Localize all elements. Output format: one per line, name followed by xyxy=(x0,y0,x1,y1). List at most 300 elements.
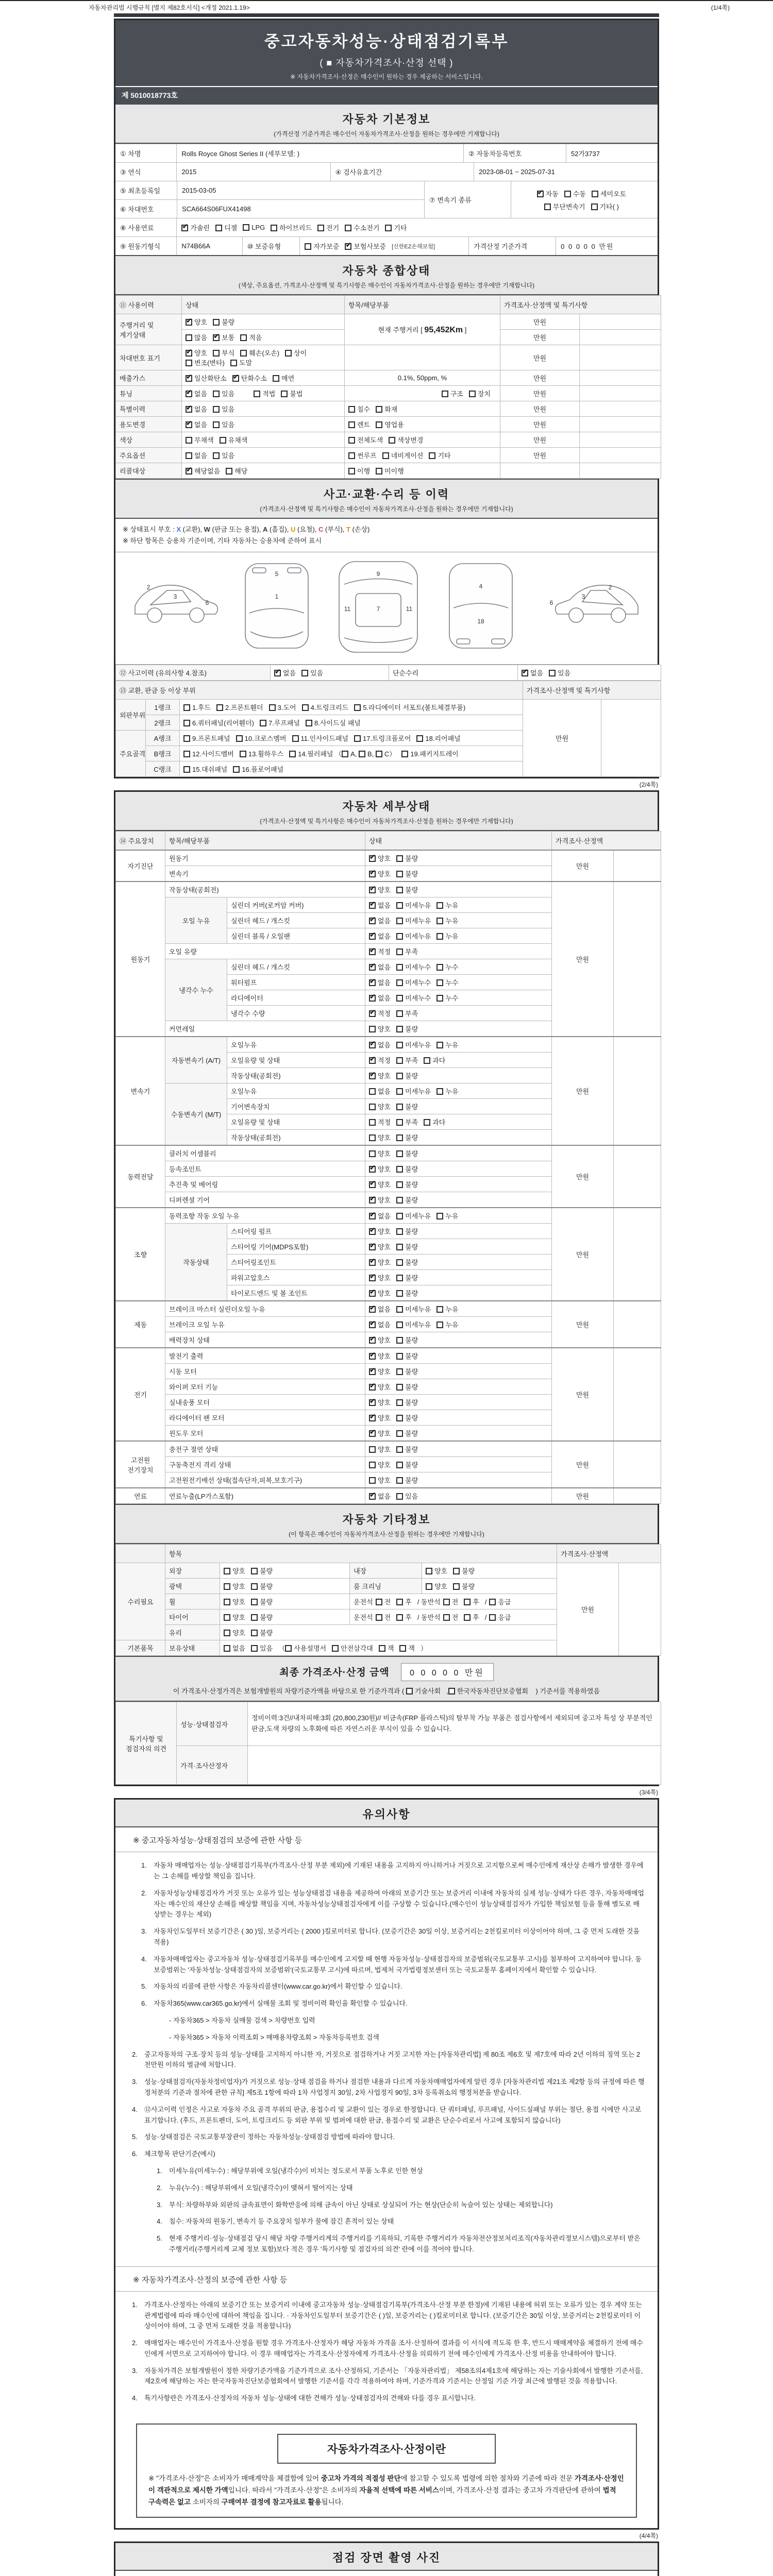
option-6.쿼터패널(리어휀더): 6.쿼터패널(리어휀더) xyxy=(183,719,254,727)
checkbox-매연[interactable] xyxy=(273,375,279,382)
checkbox-탄화수소[interactable] xyxy=(232,375,239,382)
checkbox-렌트[interactable] xyxy=(348,421,355,428)
item-label: 스티어링 기어(MDPS포함) xyxy=(227,1239,365,1255)
checkbox-없음[interactable] xyxy=(369,933,376,940)
item-label: 실린더 헤드 / 개스킷 xyxy=(227,913,365,928)
option-양호: ✔ 양호 xyxy=(369,870,391,878)
checkbox-과다[interactable] xyxy=(424,1119,430,1126)
checkbox-미세누유[interactable] xyxy=(396,1213,403,1219)
checkbox-불법[interactable] xyxy=(281,391,288,397)
accident-history-row: ⑫ 사고이력 (유의사항 4.참조) ✔ 없음 있음 단순수리 ✔ 없음 있음 xyxy=(116,665,661,681)
checkbox-전[interactable] xyxy=(376,1599,382,1605)
checkbox-16.플로어패널[interactable] xyxy=(233,766,240,773)
report-header xyxy=(115,20,658,86)
checkbox-불량[interactable] xyxy=(396,1134,403,1141)
checkbox-미세누수[interactable] xyxy=(396,995,403,1002)
checkbox-19.패키지트레이[interactable] xyxy=(401,751,408,757)
checkbox-불량[interactable] xyxy=(213,319,220,326)
item-state xyxy=(365,1270,552,1285)
checkbox-양호[interactable] xyxy=(369,1150,376,1157)
checkbox-누유[interactable] xyxy=(436,1306,443,1313)
option-전: 전 xyxy=(443,1598,459,1606)
item-label: 라디에이터 xyxy=(227,990,365,1006)
checkbox-전[interactable] xyxy=(376,1614,382,1621)
checkbox-누수[interactable] xyxy=(436,979,443,986)
checkbox-없음[interactable] xyxy=(186,452,192,459)
option-불량: 불량 xyxy=(396,1368,418,1376)
checkbox-양호[interactable] xyxy=(369,1337,376,1344)
diagram-number: 2 xyxy=(146,584,150,591)
detail-row: 고전원 전기장치 충전구 절연 상태 양호 불량 만원 xyxy=(116,1441,661,1457)
checkbox-미세누유[interactable] xyxy=(396,1306,403,1313)
checkbox-양호[interactable] xyxy=(369,1181,376,1188)
checkbox-없음[interactable] xyxy=(369,1493,376,1500)
checkbox-불량[interactable] xyxy=(396,1399,403,1406)
checkbox-전[interactable] xyxy=(443,1614,450,1621)
checkbox-보험사보증[interactable] xyxy=(345,243,351,250)
checkbox-불량[interactable] xyxy=(251,1630,258,1636)
checkbox-장치[interactable] xyxy=(469,391,476,397)
checkbox-14.필러패널[interactable] xyxy=(289,751,296,757)
checkbox-2.프론트휀더[interactable] xyxy=(216,704,223,711)
checkbox-없음[interactable] xyxy=(274,670,281,676)
item-state xyxy=(365,1301,552,1317)
option-적정: ✔ 적정 xyxy=(369,948,391,956)
checkbox-미세누유[interactable] xyxy=(396,1088,403,1095)
checkbox-후[interactable] xyxy=(464,1614,470,1621)
checkbox-누유[interactable] xyxy=(436,902,443,909)
checkbox-양호[interactable] xyxy=(224,1614,230,1621)
checkbox-후[interactable] xyxy=(396,1599,403,1605)
checkbox-양호[interactable] xyxy=(369,1026,376,1032)
base-price-value[interactable]: 0 0 0 0 0 만원 xyxy=(561,243,614,250)
checkbox-불량[interactable] xyxy=(396,855,403,862)
diagram-number: 6 xyxy=(549,599,553,607)
option-없음: ✔ 없음 xyxy=(369,1493,391,1500)
checkbox-미세누유[interactable] xyxy=(396,933,403,940)
checkbox-누유[interactable] xyxy=(436,1042,443,1048)
option-불량: 불량 xyxy=(396,1290,418,1297)
checkbox-침수[interactable] xyxy=(348,406,355,413)
option-탄화수소: ✔ 탄화수소 xyxy=(232,375,267,382)
checkbox-없음[interactable] xyxy=(224,1645,230,1652)
checkbox-양호[interactable] xyxy=(186,319,192,326)
checkbox-세미오토[interactable] xyxy=(592,191,598,197)
checkbox-없음[interactable] xyxy=(369,995,376,1002)
checkbox-상이[interactable] xyxy=(285,350,292,357)
checkbox-보통[interactable] xyxy=(213,334,220,341)
checkbox-적정[interactable] xyxy=(369,1010,376,1017)
checkbox-기타[interactable] xyxy=(385,225,392,231)
checkbox-누수[interactable] xyxy=(436,995,443,1002)
option-없음: 없음 xyxy=(369,1088,391,1095)
checkbox-응급[interactable] xyxy=(489,1599,496,1605)
checkbox-누유[interactable] xyxy=(436,1088,443,1095)
option-부식: 부식 xyxy=(213,349,234,357)
checkbox-있음[interactable] xyxy=(396,1493,403,1500)
checkbox-불량[interactable] xyxy=(251,1568,258,1574)
checkbox-불량[interactable] xyxy=(396,1430,403,1437)
checkbox-없음[interactable] xyxy=(369,1042,376,1048)
checkbox-사용설명서[interactable] xyxy=(285,1645,292,1652)
checkbox-기술사회[interactable] xyxy=(406,1688,413,1694)
checkbox-미세누유[interactable] xyxy=(396,902,403,909)
checkbox-디젤[interactable] xyxy=(215,225,222,231)
car-diagram-svg xyxy=(119,557,654,658)
checkbox-불량[interactable] xyxy=(251,1614,258,1621)
checkbox-양호[interactable] xyxy=(369,1384,376,1391)
checkbox-불량[interactable] xyxy=(453,1583,460,1590)
checkbox-양호[interactable] xyxy=(369,1228,376,1235)
checkbox-양호[interactable] xyxy=(369,1368,376,1375)
checkbox-불량[interactable] xyxy=(396,1026,403,1032)
option-수소전기: 수소전기 xyxy=(345,223,379,232)
checkbox-영업용[interactable] xyxy=(376,421,382,428)
checkbox-양호[interactable] xyxy=(224,1568,230,1574)
detail-row: 제동 브레이크 마스터 실린더오일 누유 ✔ 없음 미세누유 누유 만원 xyxy=(116,1301,661,1317)
checkbox-불량[interactable] xyxy=(396,1073,403,1079)
checkbox-네비게이션[interactable] xyxy=(382,452,389,459)
checkbox-불량[interactable] xyxy=(396,1384,403,1391)
device-group-label: 제동 xyxy=(116,1301,165,1348)
checkbox-양호[interactable] xyxy=(369,1259,376,1266)
overall-row: 튜닝 ✔ 없음 있음 적법 불법 구조 장치 만원 xyxy=(116,386,661,401)
checkbox-불량[interactable] xyxy=(396,1368,403,1375)
checkbox-없음[interactable] xyxy=(369,1321,376,1328)
checkbox-불량[interactable] xyxy=(396,1166,403,1173)
checkbox-양호[interactable] xyxy=(369,855,376,862)
checkbox-양호[interactable] xyxy=(369,1446,376,1453)
checkbox-양호[interactable] xyxy=(369,887,376,893)
checkbox-불량[interactable] xyxy=(396,1150,403,1157)
checkbox-훼손(오손)[interactable] xyxy=(240,350,247,357)
checkbox-불량[interactable] xyxy=(396,1244,403,1250)
item-state xyxy=(365,1317,552,1332)
diagram-number: 2 xyxy=(608,584,612,591)
checkbox-없음[interactable] xyxy=(369,902,376,909)
checkbox-불량[interactable] xyxy=(251,1599,258,1605)
checkbox-누유[interactable] xyxy=(436,933,443,940)
checkbox-적정[interactable] xyxy=(369,948,376,955)
item-state xyxy=(365,1037,552,1053)
item-state xyxy=(365,1285,552,1301)
checkbox-전체도색[interactable] xyxy=(348,437,355,444)
item-state xyxy=(365,1161,552,1177)
checkbox-누유[interactable] xyxy=(436,918,443,924)
checkbox-부족[interactable] xyxy=(396,1057,403,1064)
checkbox-10.크로스멤버[interactable] xyxy=(236,735,243,742)
checkbox-불량[interactable] xyxy=(396,1181,403,1188)
checkbox-유채색[interactable] xyxy=(220,437,226,444)
checkbox-불량[interactable] xyxy=(396,1337,403,1344)
checkbox-미세누유[interactable] xyxy=(396,918,403,924)
checkbox-양호[interactable] xyxy=(369,1430,376,1437)
checkbox-무채색[interactable] xyxy=(186,437,192,444)
checkbox-없음[interactable] xyxy=(186,421,192,428)
checkbox-부식[interactable] xyxy=(213,350,220,357)
checkbox-양호[interactable] xyxy=(369,1134,376,1141)
checkbox-불량[interactable] xyxy=(396,1259,403,1266)
checkbox-누유[interactable] xyxy=(436,1213,443,1219)
device-group-label: 자기진단 xyxy=(116,850,165,882)
option-미세누유: 미세누유 xyxy=(396,1306,431,1313)
option-썬루프: 썬루프 xyxy=(348,452,377,460)
checkbox-양호[interactable] xyxy=(369,1415,376,1421)
damage-code-C: C xyxy=(318,526,324,533)
checkbox-있음[interactable] xyxy=(301,670,308,676)
checkbox-없음[interactable] xyxy=(522,670,528,676)
checkbox-불량[interactable] xyxy=(396,1462,403,1468)
checkbox-있음[interactable] xyxy=(213,452,220,459)
checkbox-15.대쉬패널[interactable] xyxy=(183,766,190,773)
option-미세누수: 미세누수 xyxy=(396,979,431,987)
checkbox-불량[interactable] xyxy=(396,887,403,893)
option-없음: 없음 xyxy=(186,452,207,460)
item-state xyxy=(365,1364,552,1379)
checkbox-기타[interactable] xyxy=(429,452,435,459)
checkbox-불량[interactable] xyxy=(396,1228,403,1235)
item-state xyxy=(365,1021,552,1037)
checkbox-양호[interactable] xyxy=(369,1073,376,1079)
checkbox-과다[interactable] xyxy=(424,1057,430,1064)
checkbox-해당[interactable] xyxy=(226,468,232,474)
checkbox-많음[interactable] xyxy=(186,334,192,341)
checkbox-1.후드[interactable] xyxy=(183,704,190,711)
checkbox-적법[interactable] xyxy=(254,391,260,397)
checkbox-수소전기[interactable] xyxy=(345,225,351,231)
option-누유: 누유 xyxy=(436,902,458,909)
diagram-number: 6 xyxy=(205,599,209,607)
checkbox-적정[interactable] xyxy=(369,1057,376,1064)
checkbox-안전삼각대[interactable] xyxy=(332,1645,339,1652)
checkbox-없음[interactable] xyxy=(369,1213,376,1219)
checkbox-후[interactable] xyxy=(396,1614,403,1621)
checkbox-없음[interactable] xyxy=(186,391,192,397)
field-label: ② 자동차등록번호 xyxy=(464,144,566,162)
checkbox-양호[interactable] xyxy=(224,1583,230,1590)
option-양호: 양호 xyxy=(224,1598,245,1606)
checkbox-화재[interactable] xyxy=(376,406,382,413)
checkbox-있음[interactable] xyxy=(213,421,220,428)
damage-code-U: U xyxy=(290,526,296,533)
diagram-number: 3 xyxy=(581,593,585,601)
checkbox-양호[interactable] xyxy=(369,1104,376,1110)
page-marker-4: (4/4쪽) xyxy=(639,2532,658,2539)
checkbox-양호[interactable] xyxy=(369,1244,376,1250)
checkbox-잭[interactable] xyxy=(399,1645,406,1652)
checkbox-없음[interactable] xyxy=(369,964,376,971)
checkbox-양호[interactable] xyxy=(369,871,376,877)
checkbox-양호[interactable] xyxy=(426,1583,432,1590)
checkbox-누유[interactable] xyxy=(436,1321,443,1328)
checkbox-미이행[interactable] xyxy=(376,468,382,474)
checkbox-양호[interactable] xyxy=(369,1399,376,1406)
checkbox-부족[interactable] xyxy=(396,948,403,955)
option-침수: 침수 xyxy=(348,405,370,413)
checkbox-불량[interactable] xyxy=(396,1290,403,1297)
checkbox-하이브리드[interactable] xyxy=(271,225,277,231)
basic-row-1 xyxy=(115,144,658,162)
checkbox-해당없음[interactable] xyxy=(186,468,192,474)
option-디젤: 디젤 xyxy=(215,223,237,232)
option-양호: ✔ 양호 xyxy=(369,1368,391,1376)
inspection-period-value: 2023-08-01 ~ 2025-07-31 xyxy=(479,168,555,176)
checkbox-양호[interactable] xyxy=(224,1599,230,1605)
option-불량: 불량 xyxy=(251,1567,273,1575)
checkbox-미세누수[interactable] xyxy=(396,964,403,971)
option-상이: 상이 xyxy=(285,349,307,357)
checkbox-7.루프패널[interactable] xyxy=(260,720,266,726)
checkbox-양호[interactable] xyxy=(224,1630,230,1636)
checkbox-3.도어[interactable] xyxy=(269,704,276,711)
checkbox-적음[interactable] xyxy=(240,334,247,341)
checkbox-불량[interactable] xyxy=(396,1275,403,1281)
option-양호: 양호 xyxy=(369,1134,391,1142)
checkbox-양호[interactable] xyxy=(369,1353,376,1360)
sub-group-label: 냉각수 누수 xyxy=(165,959,227,1021)
checkbox-불량[interactable] xyxy=(396,1446,403,1453)
item-state xyxy=(365,1441,552,1457)
checkbox-자가보증[interactable] xyxy=(305,243,311,250)
field-label: ⑨ 원동기형식 xyxy=(115,237,177,255)
checkbox-불량[interactable] xyxy=(453,1568,460,1574)
checkbox-미세누유[interactable] xyxy=(396,1321,403,1328)
checkbox-자동[interactable] xyxy=(537,191,544,197)
price-info-box-text: ※ "가격조사·산정"은 소비자가 매매계약을 체결함에 있어 중고차 가격의 적절성 판단에 참고할 수 있도록 법령에 의한 절차와 기준에 따라 전문 가격조사·산정인이 객관적으로 제시한 가액입니다. 따라서 "가격조사·산정"은 소비자의 자율적 선택에 따른 서비스이며, 가격조사·산정 결과는 중고차 가격판단에 관하여 법적 구속력은 없고 소비자의 구매여부 결정에 참고자료로 활용됩니다. xyxy=(148,2475,624,2506)
checkbox-기타( )[interactable] xyxy=(591,204,598,210)
checkbox-불량[interactable] xyxy=(396,1104,403,1110)
checkbox-양호[interactable] xyxy=(186,350,192,357)
checkbox-없음[interactable] xyxy=(369,918,376,924)
checkbox-17.트렁크플로어[interactable] xyxy=(354,735,361,742)
checkbox-양호[interactable] xyxy=(426,1568,432,1574)
document-page xyxy=(43,1,730,2576)
checkbox-썬루프[interactable] xyxy=(348,452,355,459)
warranty-insurer: [신한EZ손해보험] xyxy=(392,243,435,250)
law-reference: 자동차관리법 시행규칙 [별지 제82호서식] <개정 2021.1.19> xyxy=(89,4,250,11)
checkbox-이행[interactable] xyxy=(348,468,355,474)
option-훼손(오손): 훼손(오손) xyxy=(240,349,279,357)
checkbox-있음[interactable] xyxy=(251,1645,258,1652)
checkbox-18.리어패널[interactable] xyxy=(416,735,423,742)
checkbox-4.트렁크리드[interactable] xyxy=(302,704,309,711)
checkbox-불량[interactable] xyxy=(396,1477,403,1484)
overall-subtitle: (색상, 주요옵션, 가격조사·산정액 및 특기사항은 매수인이 자동차가격조사·산정을 원하는 경우에만 기재합니다) xyxy=(238,282,535,289)
checkbox-불량[interactable] xyxy=(251,1583,258,1590)
option-4.트렁크리드: 4.트렁크리드 xyxy=(302,704,349,711)
notice-item: 4. ⑫사고이력 인정은 사고로 자동차 주요 골격 부위의 판금, 용접수리 및 교환이 있는 경우로 한정합니다. 단 쿼터패널, 루프패널, 사이드실패널 부위는 절단, 용접 시에만 사고로 표기합니다. (후드, 프론트펜더, 도어, 트렁크리드 등 외판 부위 및 범퍼에 대한 판금, 용접수리 및 교환은 단순수리로서 사고에 포함되지 않습니다) xyxy=(132,2105,642,2124)
checkbox-잭[interactable] xyxy=(379,1645,385,1652)
checkbox-있음[interactable] xyxy=(549,670,556,676)
checkbox-13.휠하우스[interactable] xyxy=(240,751,246,757)
option-미이행: 미이행 xyxy=(376,467,404,475)
item-label: 오일누유 xyxy=(227,1037,365,1053)
notice-item: 4. 자동차매매업자는 중고자동차 성능·상태점검기록부를 매수인에게 고지할 때 현행 자동차성능·상태점검자의 보증범위(국토교통부 고시)를 첨부하여 고지하여야 합니다. 동 보증범위는 '자동차성능·상태점검자의 보증범위'(국토교통부 고시)에 따르며, 법제처 국가법령정보센터 또는 국토교통부 홈페이지에서 확인할 수 있습니다. xyxy=(141,1955,642,1974)
checkbox-양호[interactable] xyxy=(369,1275,376,1281)
checkbox-부족[interactable] xyxy=(396,1119,403,1126)
checkbox-부족[interactable] xyxy=(396,1010,403,1017)
checkbox-전기[interactable] xyxy=(317,225,324,231)
checkbox-없음[interactable] xyxy=(186,406,192,413)
checkbox-불량[interactable] xyxy=(396,871,403,877)
checkbox-없음[interactable] xyxy=(369,1088,376,1095)
item-state xyxy=(365,1255,552,1270)
checkbox-도말[interactable] xyxy=(230,360,237,366)
checkbox-일산화탄소[interactable] xyxy=(186,375,192,382)
checkbox-LPG[interactable] xyxy=(243,224,249,231)
notice-item: - 자동차365 > 자동차 이력조회 > 매매용차량조회 > 자동차등록번호 검색 xyxy=(169,2033,379,2041)
checkbox-없음[interactable] xyxy=(369,1306,376,1313)
checkbox-미세누수[interactable] xyxy=(396,979,403,986)
checkbox-양호[interactable] xyxy=(369,1462,376,1468)
option-불량: 불량 xyxy=(251,1598,273,1606)
option-없음: 없음 xyxy=(224,1645,245,1652)
etc-row: 광택 양호 불량 룸 크리닝 양호 불량 xyxy=(116,1579,661,1594)
option-양호: ✔ 양호 xyxy=(369,1352,391,1360)
checkbox-변조(변타)[interactable] xyxy=(186,360,192,366)
checkbox-불량[interactable] xyxy=(396,1197,403,1204)
option-없음: ✔ 없음 xyxy=(186,390,207,398)
checkbox-가솔린[interactable] xyxy=(181,225,188,231)
option-전: 전 xyxy=(443,1614,459,1621)
checkbox-적정[interactable] xyxy=(369,1119,376,1126)
checkbox-양호[interactable] xyxy=(369,1197,376,1204)
diagram-number: 4 xyxy=(479,583,483,590)
option-불량: 불량 xyxy=(396,1446,418,1453)
final-price-value[interactable]: 0 0 0 0 0 만원 xyxy=(401,1663,494,1681)
checkbox-필러-C[interactable] xyxy=(376,751,382,757)
option-없음: ✔ 없음 xyxy=(522,669,543,677)
checkbox-필러-A[interactable] xyxy=(342,751,348,757)
option-불량: 불량 xyxy=(396,1165,418,1173)
checkbox-있음[interactable] xyxy=(213,391,220,397)
checkbox-한국자동차진단보증협회[interactable] xyxy=(448,1688,455,1694)
checkbox-없음[interactable] xyxy=(369,979,376,986)
checkbox-후[interactable] xyxy=(464,1599,470,1605)
checkbox-양호[interactable] xyxy=(369,1477,376,1484)
checkbox-불량[interactable] xyxy=(396,1415,403,1421)
checkbox-수동[interactable] xyxy=(564,191,571,197)
checkbox-있음[interactable] xyxy=(213,406,220,413)
checkbox-구조[interactable] xyxy=(442,391,448,397)
checkbox-전[interactable] xyxy=(443,1599,450,1605)
checkbox-불량[interactable] xyxy=(396,1353,403,1360)
checkbox-9.프론트패널[interactable] xyxy=(183,735,190,742)
checkbox-양호[interactable] xyxy=(369,1166,376,1173)
checkbox-8.사이드실 패널[interactable] xyxy=(306,720,312,726)
checkbox-누수[interactable] xyxy=(436,964,443,971)
option-불량: 불량 xyxy=(396,1430,418,1437)
checkbox-미세누유[interactable] xyxy=(396,1042,403,1048)
checkbox-11.인사이드패널[interactable] xyxy=(292,735,299,742)
checkbox-5.라디에이터 서포트(볼트체결부품)[interactable] xyxy=(354,704,361,711)
option-있음: 있음 xyxy=(213,405,234,413)
checkbox-필러-B[interactable] xyxy=(359,751,365,757)
checkbox-12.사이드멤버[interactable] xyxy=(183,751,190,757)
option-전: 전 xyxy=(376,1598,391,1606)
option-응급: 응급 xyxy=(489,1614,511,1621)
etc-head: 항목 가격조사·산정액 xyxy=(116,1545,661,1563)
option-부족: 부족 xyxy=(396,1010,418,1018)
legend-note: ※ 하단 항목은 승용차 기준이며, 기타 자동차는 승용차에 준하여 표시 xyxy=(123,537,322,545)
option-잭: 잭 xyxy=(379,1645,394,1652)
checkbox-6.쿼터패널(리어휀더)[interactable] xyxy=(183,720,190,726)
checkbox-응급[interactable] xyxy=(489,1614,496,1621)
checkbox-무단변속기[interactable] xyxy=(544,204,551,210)
checkbox-양호[interactable] xyxy=(369,1290,376,1297)
option-변조(변타): 변조(변타) xyxy=(186,359,225,367)
checkbox-색상변경[interactable] xyxy=(389,437,395,444)
